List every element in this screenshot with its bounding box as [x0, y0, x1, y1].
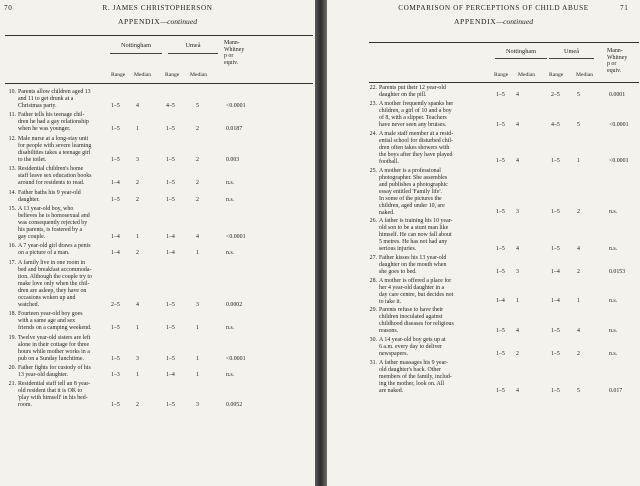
- page-number: 70: [4, 4, 13, 12]
- item-description-line: A family live in one room in: [18, 259, 86, 266]
- item-description: [379, 218, 453, 253]
- item-number: 20.: [8, 365, 16, 371]
- column-group-rule: [110, 53, 162, 54]
- item-description: [379, 360, 452, 395]
- item-description-line: 13 year-old daughter.: [18, 372, 69, 378]
- item-description-line: A 14 year-old boy gets up at: [379, 337, 446, 344]
- mann-whitney-header: [607, 48, 627, 75]
- nottingham-median-cell: 2: [136, 180, 139, 187]
- mann-whitney-header-line: Whitney: [607, 54, 628, 61]
- column-subheader: Range: [549, 72, 564, 78]
- appendix-continued: —continued: [160, 17, 198, 26]
- nottingham-range-cell: 1–4: [496, 298, 505, 305]
- nottingham-range-cell: 1–5: [496, 245, 505, 252]
- item-description: [379, 255, 446, 276]
- mann-whitney-header-line: equiv.: [607, 68, 622, 75]
- item-description-line: are naked.: [379, 388, 404, 395]
- item-description-line: Fourteen year-old boy goes: [18, 311, 83, 318]
- item-description: [379, 101, 453, 129]
- item-description-line: disabilities takes a teenage girl: [18, 149, 91, 156]
- p-value-cell: 0.003: [226, 156, 240, 163]
- item-description-line: the boys after they have played: [379, 151, 453, 158]
- umea-median-cell: 3: [196, 301, 199, 308]
- item-description: [18, 311, 91, 332]
- nottingham-median-cell: 3: [516, 268, 519, 275]
- p-value-cell: 0.017: [609, 387, 623, 394]
- umea-median-cell: 4: [577, 245, 580, 252]
- nottingham-median-cell: 1: [136, 325, 139, 332]
- item-number: 23.: [369, 101, 377, 107]
- umea-median-cell: 3: [196, 402, 199, 409]
- nottingham-range-cell: 1–5: [496, 121, 505, 128]
- nottingham-median-cell: 4: [516, 328, 519, 335]
- mann-whitney-header: [224, 40, 244, 67]
- nottingham-range-cell: 1–5: [111, 156, 120, 163]
- mann-whitney-header-line: Mann-: [224, 40, 240, 46]
- item-description-line: tion. Although the couple try to: [18, 273, 92, 280]
- item-description-line: around for residents to read.: [18, 180, 85, 187]
- item-description-line: for people with severe learning: [18, 142, 92, 149]
- mann-whitney-header-line: Whitney: [224, 46, 245, 53]
- p-value-cell: <0.0001: [609, 121, 629, 128]
- nottingham-median-cell: 4: [136, 301, 139, 308]
- nottingham-median-cell: 3: [136, 156, 139, 163]
- item-description-line: Twelve year-old sisters are left: [18, 334, 91, 341]
- column-subheader: Range: [111, 72, 126, 78]
- item-description-line: daughter on the mouth when: [379, 261, 447, 268]
- item-number: 27.: [369, 254, 377, 261]
- nottingham-range-cell: 1–5: [496, 351, 505, 357]
- item-number: 10.: [8, 89, 16, 95]
- item-description: [18, 89, 91, 110]
- item-description-line: football.: [379, 158, 399, 165]
- item-number: 16.: [8, 243, 16, 250]
- umea-range-cell: 1–4: [166, 372, 175, 378]
- appendix-label: APPENDIX: [117, 17, 161, 26]
- umea-range-cell: 1–4: [551, 298, 560, 305]
- item-number: 25.: [369, 167, 377, 174]
- item-description-line: Father kisses his 13 year-old: [379, 254, 447, 261]
- item-description-line: his parents, is fostered by a: [18, 227, 83, 233]
- item-description-line: day care centre, but decides not: [379, 291, 454, 298]
- nottingham-range-cell: 1–5: [496, 158, 505, 165]
- p-value-cell: n.s.: [226, 372, 235, 378]
- umea-median-cell: 5: [577, 121, 580, 128]
- umea-range-cell: 1–5: [166, 402, 175, 409]
- umea-range-cell: 1–5: [551, 351, 560, 357]
- item-description-line: 6 a.m. every day to deliver: [379, 344, 442, 351]
- p-value-cell: 0.0052: [226, 402, 243, 409]
- item-number: 31.: [369, 360, 377, 367]
- nottingham-median-cell: 4: [516, 245, 519, 252]
- umea-median-cell: 2: [196, 180, 199, 187]
- item-description-line: Parents allow children aged 13: [18, 89, 91, 95]
- nottingham-median-cell: 4: [516, 387, 519, 394]
- umea-range-cell: 4–5: [551, 121, 560, 128]
- item-description: [18, 365, 91, 379]
- appendix-continued: —continued: [496, 17, 534, 26]
- column-subheader: Range: [165, 72, 180, 78]
- item-description-line: staff leave sex education books: [18, 173, 92, 180]
- item-description-line: was consequently rejected by: [18, 220, 88, 226]
- header-bottom-rule: [369, 82, 639, 83]
- umea-median-cell: 4: [577, 328, 580, 335]
- item-description-line: gay couple.: [18, 234, 46, 240]
- column-subheader: Range: [494, 72, 509, 78]
- umea-range-cell: 1–5: [551, 208, 560, 215]
- umea-range-cell: 1–5: [551, 245, 560, 252]
- item-description: [18, 335, 90, 363]
- item-description-line: Residential children's home: [18, 166, 84, 173]
- item-number: 15.: [8, 206, 16, 212]
- umea-range-cell: 1–5: [166, 196, 175, 203]
- item-description-line: hours while mother works in a: [18, 348, 90, 355]
- item-description-line: children inoculated against: [379, 314, 443, 321]
- nottingham-median-cell: 2: [136, 250, 139, 257]
- nottingham-median-cell: 4: [136, 103, 139, 109]
- item-description-line: pub on a Sunday lunchtime.: [18, 355, 84, 362]
- column-subheader: Median: [576, 72, 594, 78]
- p-value-cell: n.s.: [226, 325, 235, 332]
- item-description-line: with a same age and sex: [18, 318, 76, 325]
- item-description-line: to the toilet.: [18, 156, 47, 163]
- mann-whitney-header-line: equiv.: [224, 60, 239, 67]
- item-description: [18, 166, 92, 187]
- table-top-rule: [369, 42, 639, 43]
- nottingham-median-cell: 1: [136, 234, 139, 240]
- p-value-cell: n.s.: [226, 250, 235, 257]
- item-description: [18, 206, 90, 241]
- column-subheader: Median: [190, 72, 208, 78]
- item-description: [18, 190, 81, 204]
- item-description-line: Parents refuse to have their: [379, 307, 444, 314]
- item-description: [18, 381, 90, 409]
- item-number: 22.: [369, 85, 377, 91]
- item-description-line: ing the mother, look on. All: [379, 381, 445, 388]
- nottingham-range-cell: 1–5: [111, 325, 120, 332]
- umea-range-cell: 1–4: [166, 234, 175, 240]
- nottingham-range-cell: 1–4: [111, 180, 120, 187]
- umea-median-cell: 2: [577, 208, 580, 215]
- item-description-line: In some of the pictures the: [379, 195, 442, 202]
- item-description: [379, 337, 446, 358]
- item-number: 12.: [8, 135, 16, 142]
- nottingham-range-cell: 1–5: [496, 268, 505, 275]
- nottingham-median-cell: 2: [136, 196, 139, 203]
- item-description-line: 5 metres. He has not had any: [379, 239, 448, 245]
- appendix-title: [347, 17, 640, 26]
- item-description-line: occasions woken up and: [18, 294, 76, 301]
- umea-range-cell: 1–4: [166, 250, 175, 257]
- column-group-nottingham: Nottingham: [505, 48, 537, 55]
- item-description-line: childhood diseases for religious: [379, 321, 454, 328]
- item-description-line: ential school for disturbed chil-: [379, 137, 453, 144]
- nottingham-range-cell: 1–4: [111, 234, 120, 240]
- item-description-line: A 7 year-old girl draws a penis: [18, 243, 91, 250]
- mann-whitney-header-line: p or: [607, 61, 617, 68]
- column-subheader: Median: [134, 72, 152, 78]
- item-description-line: on a picture of a man.: [18, 250, 70, 257]
- item-number: 29.: [369, 307, 377, 314]
- item-description-line: Male nurse at a long-stay unit: [18, 135, 89, 142]
- mann-whitney-header-line: Mann-: [607, 48, 623, 54]
- item-description-line: and publishes a photographic: [379, 181, 448, 188]
- item-description-line: dren he had a gay relationship: [18, 119, 89, 126]
- nottingham-median-cell: 4: [516, 158, 519, 165]
- nottingham-median-cell: 4: [516, 91, 519, 98]
- umea-median-cell: 1: [577, 158, 580, 165]
- running-title: COMPARISON OF PERCEPTIONS OF CHILD ABUSE: [398, 4, 589, 12]
- nottingham-range-cell: 1–5: [111, 196, 120, 203]
- item-description-line: himself. He can now fall about: [379, 232, 452, 238]
- item-description-line: she goes to bed.: [379, 268, 417, 275]
- item-description-line: of 8, with a slipper. Teachers: [379, 115, 447, 121]
- nottingham-range-cell: 1–5: [496, 91, 505, 98]
- column-group-rule: [168, 53, 218, 54]
- umea-median-cell: 1: [196, 325, 199, 332]
- item-number: 19.: [8, 334, 16, 341]
- umea-median-cell: 4: [196, 234, 199, 240]
- p-value-cell: 0.0153: [609, 268, 626, 275]
- p-value-cell: 0.0002: [226, 301, 243, 308]
- item-description-line: and 11 to get drunk at a: [18, 96, 74, 102]
- p-value-cell: n.s.: [226, 180, 235, 187]
- umea-range-cell: 1–5: [166, 301, 175, 308]
- item-description-line: A father massages his 9 year-: [379, 360, 449, 367]
- umea-median-cell: 1: [196, 250, 199, 257]
- item-description-line: old son to be a stunt man like: [379, 225, 449, 231]
- umea-median-cell: 5: [577, 387, 580, 394]
- item-description-line: her 4 year-old daughter in a: [379, 284, 445, 291]
- item-description-line: daughter on the pill.: [379, 92, 427, 98]
- item-description: [379, 131, 453, 166]
- nottingham-range-cell: 1–5: [496, 208, 505, 215]
- item-description-line: A 13 year-old boy, who: [18, 206, 74, 212]
- running-title: R. JAMES CHRISTOPHERSON: [102, 4, 213, 12]
- item-description: [18, 260, 92, 309]
- nottingham-median-cell: 3: [516, 208, 519, 215]
- item-description-line: Father tells his teenage chil-: [18, 112, 85, 119]
- mann-whitney-header-line: p or: [224, 53, 234, 60]
- umea-range-cell: 4–5: [166, 103, 175, 109]
- column-group-rule: [549, 58, 594, 59]
- item-description-line: A father is training his 10 year-: [379, 218, 453, 224]
- item-number: 24.: [369, 130, 377, 137]
- item-description-line: children, aged under 10, are: [379, 202, 445, 209]
- item-description-line: Residential staff tell an 8 year-: [18, 381, 91, 388]
- nottingham-range-cell: 1–5: [111, 402, 120, 409]
- item-description-line: Christmas party.: [18, 103, 57, 109]
- nottingham-range-cell: 1–5: [111, 126, 120, 133]
- umea-median-cell: 5: [577, 91, 580, 98]
- item-number: 28.: [369, 277, 377, 284]
- umea-median-cell: 2: [196, 156, 199, 163]
- item-number: 11.: [8, 112, 16, 119]
- umea-range-cell: 1–5: [551, 328, 560, 335]
- item-description-line: photographer. She assembles: [379, 174, 448, 181]
- umea-range-cell: 1–5: [551, 387, 560, 394]
- book-gutter: [315, 0, 327, 486]
- umea-range-cell: 1–5: [166, 355, 175, 362]
- item-description-line: A male staff member at a resid-: [379, 130, 454, 137]
- left-page: [0, 0, 315, 486]
- umea-median-cell: 2: [577, 268, 580, 275]
- item-description-line: to take it.: [379, 298, 402, 305]
- nottingham-range-cell: 2–5: [111, 301, 120, 308]
- item-description-line: dren are asleep, they have on: [18, 287, 87, 294]
- item-description: [18, 112, 89, 133]
- item-description: [379, 307, 454, 335]
- column-group-umea: Umeå: [185, 42, 201, 49]
- right-page: [327, 0, 640, 486]
- umea-range-cell: 1–5: [551, 158, 560, 165]
- item-description-line: newspapers.: [379, 351, 408, 358]
- item-description-line: bed and breakfast accommoda-: [18, 266, 92, 273]
- p-value-cell: <0.0001: [609, 158, 629, 165]
- p-value-cell: n.s.: [609, 245, 618, 252]
- item-description: [379, 168, 448, 217]
- item-description-line: old daughter's back. Other: [379, 367, 441, 374]
- item-description-line: children, a girl of 10 and a boy: [379, 108, 452, 114]
- nottingham-median-cell: 1: [516, 298, 519, 305]
- column-subheader: Median: [518, 72, 536, 78]
- umea-range-cell: 1–5: [166, 180, 175, 187]
- umea-median-cell: 2: [196, 126, 199, 133]
- umea-range-cell: 1–4: [551, 268, 560, 275]
- item-description-line: A mother is offered a place for: [379, 277, 452, 284]
- item-description: [379, 85, 446, 99]
- item-number: 26.: [369, 218, 377, 224]
- p-value-cell: 0.0001: [609, 91, 626, 98]
- nottingham-range-cell: 1–5: [496, 328, 505, 335]
- item-description-line: A mother frequently spanks her: [379, 101, 454, 107]
- umea-median-cell: 1: [577, 298, 580, 305]
- nottingham-median-cell: 1: [136, 372, 139, 378]
- nottingham-median-cell: 2: [516, 351, 519, 357]
- item-description-line: Parents put their 12 year-old: [379, 85, 446, 91]
- item-number: 13.: [8, 166, 16, 173]
- umea-range-cell: 2–5: [551, 91, 560, 98]
- nottingham-range-cell: 1–5: [111, 103, 120, 109]
- item-number: 17.: [8, 259, 16, 266]
- item-description: [18, 136, 91, 164]
- item-description-line: room.: [18, 402, 32, 409]
- p-value-cell: n.s.: [609, 351, 618, 357]
- item-description-line: Father baths his 9 year-old: [18, 189, 81, 196]
- item-description-line: friends on a camping weekend.: [18, 325, 92, 332]
- item-description: [379, 278, 453, 306]
- p-value-cell: <0.0001: [226, 355, 246, 362]
- nottingham-median-cell: 2: [136, 402, 139, 409]
- item-description-line: essay entitled 'Family life'.: [379, 188, 442, 195]
- item-description-line: members of the family, includ-: [379, 374, 452, 381]
- item-description-line: serious injuries.: [379, 246, 417, 252]
- p-value-cell: n.s.: [226, 196, 235, 203]
- item-description-line: dren often takes showers with: [379, 144, 450, 151]
- nottingham-median-cell: 3: [136, 355, 139, 362]
- umea-range-cell: 1–5: [166, 126, 175, 133]
- nottingham-range-cell: 1–4: [111, 250, 120, 257]
- p-value-cell: <0.0001: [226, 234, 246, 240]
- appendix-label: APPENDIX: [453, 17, 497, 26]
- p-value-cell: n.s.: [609, 208, 618, 215]
- umea-median-cell: 1: [196, 355, 199, 362]
- item-description-line: alone in their cottage for three: [18, 341, 90, 348]
- item-description-line: A mother is a professional: [379, 167, 441, 174]
- umea-median-cell: 2: [577, 351, 580, 357]
- p-value-cell: <0.0001: [226, 103, 246, 109]
- item-number: 21.: [8, 381, 16, 388]
- nottingham-range-cell: 1–3: [111, 372, 120, 378]
- umea-range-cell: 1–5: [166, 156, 175, 163]
- item-description: [18, 243, 91, 257]
- item-description-line: watched.: [18, 301, 40, 308]
- umea-median-cell: 2: [196, 196, 199, 203]
- nottingham-median-cell: 1: [136, 126, 139, 133]
- umea-median-cell: 5: [196, 103, 199, 109]
- item-description-line: daughter.: [18, 196, 40, 203]
- item-description-line: old resident that it is OK to: [18, 388, 83, 395]
- umea-median-cell: 1: [196, 372, 199, 378]
- nottingham-range-cell: 1–5: [496, 387, 505, 394]
- p-value-cell: n.s.: [609, 328, 618, 335]
- item-description-line: naked.: [379, 209, 395, 216]
- item-description-line: Father fights for custody of his: [18, 365, 91, 371]
- nottingham-range-cell: 1–5: [111, 355, 120, 362]
- item-number: 30.: [369, 337, 377, 344]
- page-number: 71: [620, 4, 629, 12]
- umea-range-cell: 1–5: [166, 325, 175, 332]
- item-description-line: make love only when the chil-: [18, 280, 90, 287]
- item-description-line: have never seen any bruises.: [379, 122, 447, 128]
- item-description-line: 'play with himself' in his bed-: [18, 395, 88, 402]
- item-description-line: when he was younger.: [18, 126, 71, 133]
- appendix-title: [0, 17, 315, 26]
- p-value-cell: n.s.: [609, 298, 618, 305]
- column-group-rule: [495, 58, 547, 59]
- p-value-cell: 0.0187: [226, 126, 243, 133]
- item-number: 18.: [8, 311, 16, 318]
- table-top-rule: [5, 35, 313, 36]
- column-group-umea: Umeå: [563, 48, 580, 55]
- header-bottom-rule: [5, 83, 313, 84]
- item-description-line: believes he is homosexual and: [18, 213, 90, 219]
- item-number: 14.: [8, 189, 16, 196]
- item-description-line: reasons.: [379, 328, 399, 335]
- column-group-nottingham: Nottingham: [120, 42, 152, 49]
- nottingham-median-cell: 4: [516, 121, 519, 128]
